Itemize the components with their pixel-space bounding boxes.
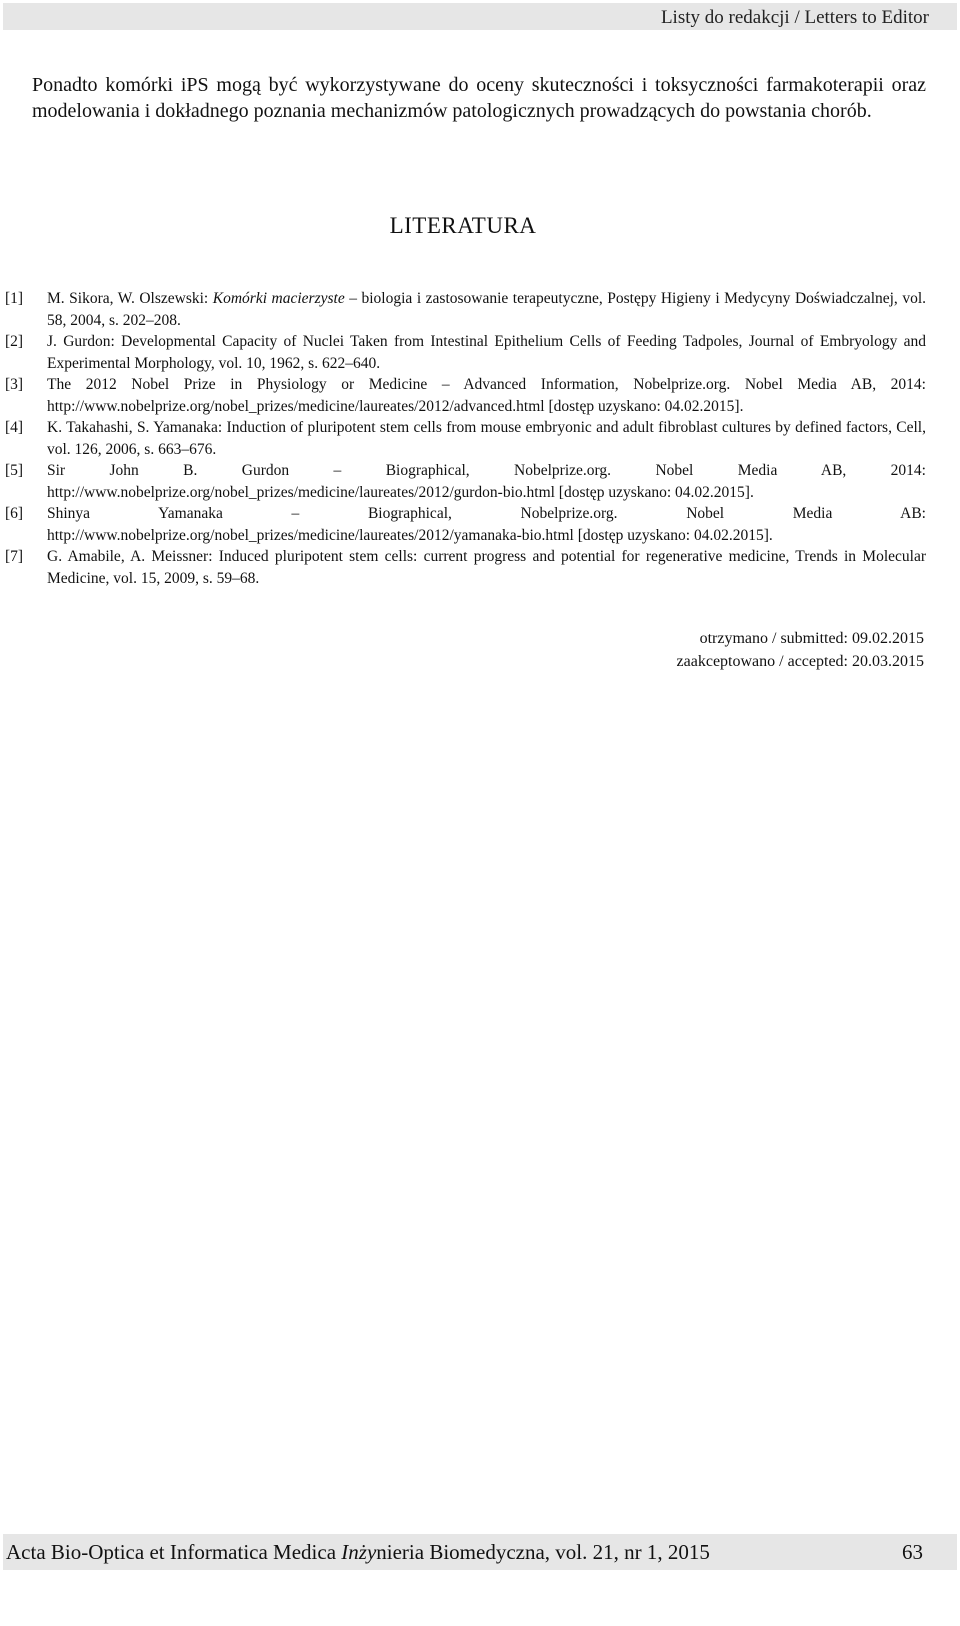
- reference-item: [5, 331, 926, 374]
- reference-number: [2]: [5, 333, 24, 350]
- reference-number: [7]: [5, 548, 24, 565]
- reference-number: [6]: [5, 505, 24, 522]
- reference-authors: M. Sikora, W. Olszewski:: [47, 290, 213, 307]
- reference-details: – biologia i zastosowanie terapeutyczne, Postępy Higieny i Medycyny Doświadczalnej, vol. 58, 2004, s. 202–208.: [47, 290, 927, 329]
- section-title: LITERATURA: [389, 213, 537, 238]
- reference-authors: K. Takahashi, S. Yamanaka:: [47, 419, 227, 436]
- reference-details: The 2012 Nobel Prize in Physiology or Medicine – Advanced Information, Nobelprize.org. Nobel Media AB, 2014: http://www.nobelprize.org/nobel_prizes/medicine/laureates/2012/advanced.html [dostęp uzyskano: 04.02.2015].: [47, 376, 926, 415]
- reference-authors: G. Amabile, A. Meissner:: [47, 548, 219, 565]
- intro-text: Ponadto komórki iPS mogą być wykorzystywane do oceny skuteczności i toksyczności farmakoterapii oraz modelowania i dokładnego poznania mechanizmów patologicznych prowadzących do powstania chorób.: [32, 74, 926, 122]
- reference-number: [1]: [5, 290, 24, 307]
- journal-name-suffix: nieria Biomedyczna, vol. 21, nr 1, 2015: [376, 1540, 710, 1564]
- running-footer: [3, 1534, 957, 1570]
- reference-details: Developmental Capacity of Nuclei Taken from Intestinal Epithelium Cells of Feeding Tadpoles, Journal of Embryology and Experimental Morphology, vol. 10, 1962, s. 622–640.: [47, 333, 926, 372]
- reference-details: Induction of pluripotent stem cells from mouse embryonic and adult fibroblast cultures by defined factors, Cell, vol. 126, 2006, s. 663–676.: [47, 419, 926, 458]
- running-header: [3, 3, 957, 30]
- journal-name: [6, 1540, 710, 1565]
- reference-details: Induced pluripotent stem cells: current progress and potential for regenerative medicine, Trends in Molecular Medicine, vol. 15, 2009, s. 59–68.: [47, 548, 926, 587]
- journal-name-italic: Inży: [341, 1540, 377, 1564]
- accepted-date: zaakceptowano / accepted: 20.03.2015: [676, 653, 924, 670]
- reference-authors: J. Gurdon:: [47, 333, 122, 350]
- reference-item: [5, 417, 926, 460]
- reference-details: Shinya Yamanaka – Biographical, Nobelprize.org. Nobel Media AB: http://www.nobelprize.org/nobel_prizes/medicine/laureates/2012/yamanaka-bio.html [dostęp uzyskano: 04.02.2015].: [47, 505, 926, 544]
- reference-details: Sir John B. Gurdon – Biographical, Nobelprize.org. Nobel Media AB, 2014: http://www.nobelprize.org/nobel_prizes/medicine/laureates/2012/gurdon-bio.html [dostęp uzyskano: 04.02.2015].: [47, 462, 926, 501]
- intro-paragraph: [32, 72, 926, 124]
- reference-item: [5, 546, 926, 589]
- reference-number: [3]: [5, 376, 24, 393]
- submitted-date: otrzymano / submitted: 09.02.2015: [699, 630, 924, 647]
- reference-item: [5, 460, 926, 503]
- page-number: 63: [902, 1540, 923, 1564]
- reference-number: [5]: [5, 462, 24, 479]
- reference-number: [4]: [5, 419, 24, 436]
- reference-list: [5, 288, 926, 589]
- reference-item: [5, 503, 926, 546]
- reference-item: [5, 288, 926, 331]
- running-title: Listy do redakcji / Letters to Editor: [660, 7, 929, 28]
- submission-dates: [677, 627, 924, 673]
- journal-name-prefix: Acta Bio-Optica et Informatica Medica: [6, 1540, 342, 1564]
- reference-item: [5, 374, 926, 417]
- reference-title-italic: Komórki macierzyste: [212, 290, 345, 307]
